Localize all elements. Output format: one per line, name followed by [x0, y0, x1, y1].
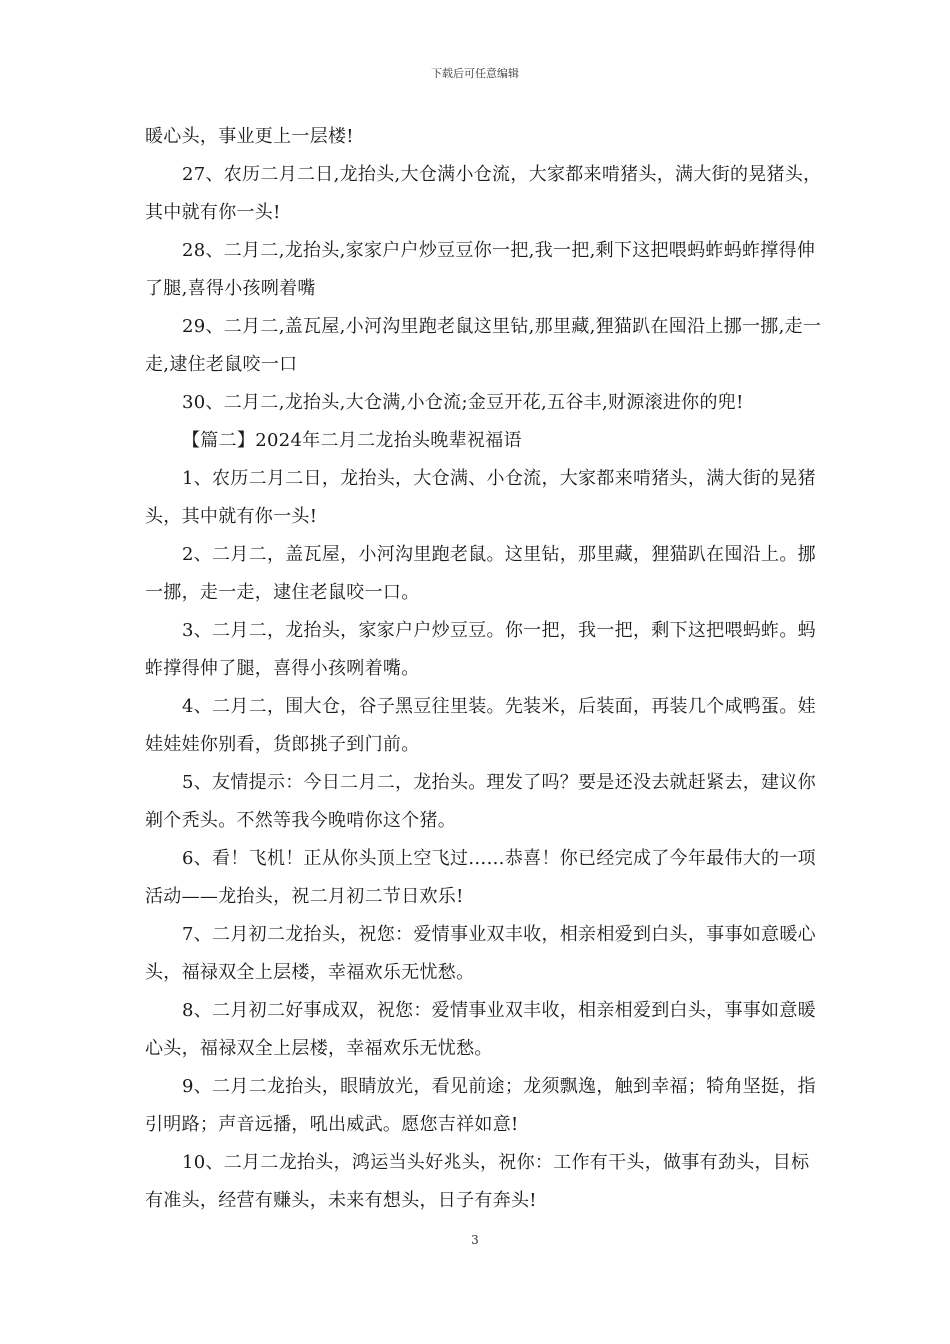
paragraph: 2、二月二，盖瓦屋，小河沟里跑老鼠。这里钻，那里藏，狸猫趴在囤沿上。挪一挪，走一走，逮住老鼠咬一口。: [145, 544, 816, 603]
paragraph: 3、二月二，龙抬头，家家户户炒豆豆。你一把，我一把，剩下这把喂蚂蚱。蚂蚱撑得伸了腿，喜得小孩咧着嘴。: [145, 620, 816, 679]
paragraph: 4、二月二，围大仓，谷子黑豆往里装。先装米，后装面，再装几个咸鸭蛋。娃娃娃娃你别看，货郎挑子到门前。: [145, 696, 816, 755]
paragraph: 暖心头，事业更上一层楼!: [145, 126, 354, 147]
paragraph: 7、二月初二龙抬头，祝您：爱情事业双丰收，相亲相爱到白头，事事如意暖心头，福禄双全上层楼，幸福欢乐无忧愁。: [145, 924, 816, 983]
paragraph: 10、二月二龙抬头，鸿运当头好兆头，祝你：工作有干头，做事有劲头，目标有准头，经营有赚头，未来有想头，日子有奔头!: [145, 1152, 810, 1211]
paragraph: 9、二月二龙抬头，眼睛放光，看见前途；龙须飘逸，触到幸福；犄角坚挺，指引明路；声音远播，吼出威武。愿您吉祥如意!: [145, 1076, 816, 1135]
document-body: [145, 118, 825, 1220]
paragraph: 5、友情提示：今日二月二，龙抬头。理发了吗？要是还没去就赶紧去，建议你剃个秃头。不然等我今晚啃你这个猪。: [145, 772, 816, 831]
paragraph: 27、农历二月二日,龙抬头,大仓满小仓流，大家都来啃猪头，满大街的晃猪头，其中就有你一头!: [145, 164, 822, 223]
page-header: 下载后可任意编辑: [431, 67, 519, 80]
page-number: 3: [471, 1233, 479, 1247]
paragraph: 8、二月初二好事成双，祝您：爱情事业双丰收，相亲相爱到白头，事事如意暖心头，福禄双全上层楼，幸福欢乐无忧愁。: [145, 1000, 816, 1059]
paragraph: 30、二月二,龙抬头,大仓满,小仓流;金豆开花,五谷丰,财源滚进你的兜!: [182, 392, 744, 413]
section-title: 【篇二】2024年二月二龙抬头晚辈祝福语: [182, 430, 522, 451]
paragraph: 1、农历二月二日，龙抬头，大仓满、小仓流，大家都来啃猪头，满大街的晃猪头，其中就有你一头!: [145, 468, 816, 527]
paragraph: 6、看！飞机！正从你头顶上空飞过……恭喜！你已经完成了今年最伟大的一项活动——龙抬头，祝二月初二节日欢乐!: [145, 848, 816, 907]
paragraph: 29、二月二,盖瓦屋,小河沟里跑老鼠这里钻,那里藏,狸猫趴在囤沿上挪一挪,走一走,逮住老鼠咬一口: [145, 316, 822, 375]
paragraph: 28、二月二,龙抬头,家家户户炒豆豆你一把,我一把,剩下这把喂蚂蚱蚂蚱撑得伸了腿,喜得小孩咧着嘴: [145, 240, 816, 299]
